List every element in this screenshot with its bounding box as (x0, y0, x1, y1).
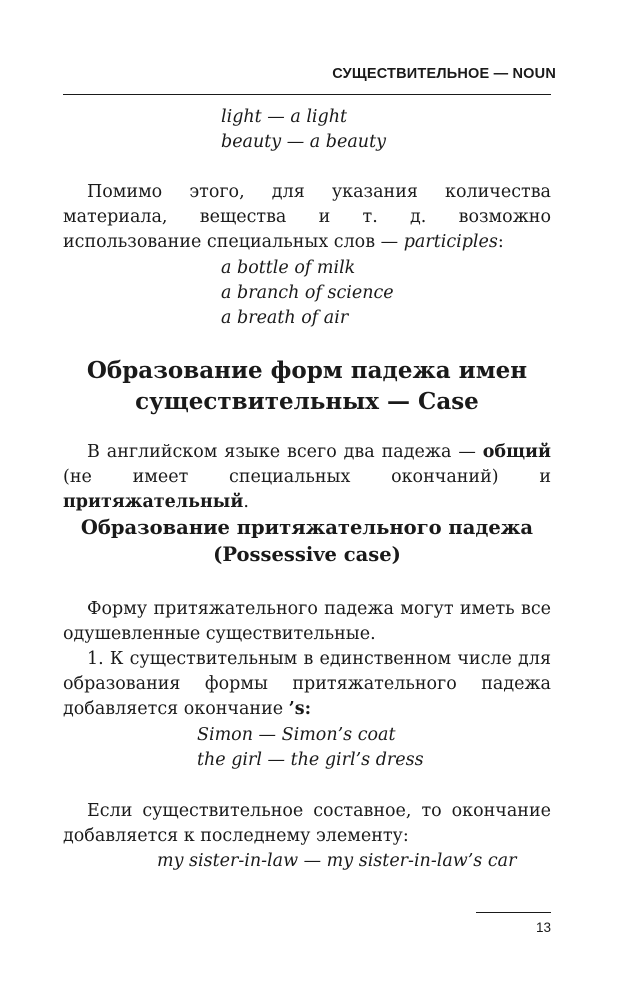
example-line: beauty — a beauty (221, 132, 386, 152)
paragraph-material (63, 180, 551, 255)
example-line: the girl — the girl’s dress (197, 750, 424, 770)
paragraph-text: Помимо этого, для указания количества материала, вещества и т. д. возможно использование специальных слов — (63, 182, 551, 252)
paragraph-case (63, 440, 551, 515)
term-common-case: общий (482, 442, 551, 462)
example-line: a branch of science (221, 283, 394, 303)
paragraph-possessive-intro: Форму притяжательного падежа могут иметь все одушевленные существительные. (63, 599, 551, 644)
paragraph-compound: Если существительное составное, то окончание добавляется к последнему элементу: (63, 801, 551, 846)
example-line: a breath of air (221, 308, 349, 328)
example-line: Simon — Simon’s coat (197, 725, 396, 745)
header-title: СУЩЕСТВИТЕЛЬНОЕ — NOUN (332, 66, 556, 82)
example-line: a bottle of milk (221, 258, 356, 278)
rule-1 (63, 647, 551, 722)
page-number: 13 (535, 920, 551, 935)
example-line: light — a light (221, 107, 348, 127)
term-possessive-case: притяжательный (63, 492, 244, 512)
paragraph-text: . (243, 492, 249, 512)
header-divider (63, 94, 551, 95)
paragraph-tail: : (497, 232, 504, 252)
ending-s: ’s: (288, 699, 312, 719)
paragraph-text: В английском языке всего два падежа — (87, 442, 483, 462)
example-line: my sister-in-law — my sister-in-law’s car (157, 851, 517, 871)
term-participles: participles (403, 232, 498, 252)
paragraph-text: (не имеет специальных окончаний) и (63, 467, 551, 487)
subsection-heading-possessive: Образование притяжательного падежа (Possessive case) (80, 516, 534, 566)
footer-divider (476, 912, 551, 913)
rule-text: 1. К существительным в единственном числе для образования формы притяжательного падежа добавляется окончание (63, 649, 551, 719)
section-heading-case: Образование форм падежа имен существительных — Case (86, 357, 528, 415)
